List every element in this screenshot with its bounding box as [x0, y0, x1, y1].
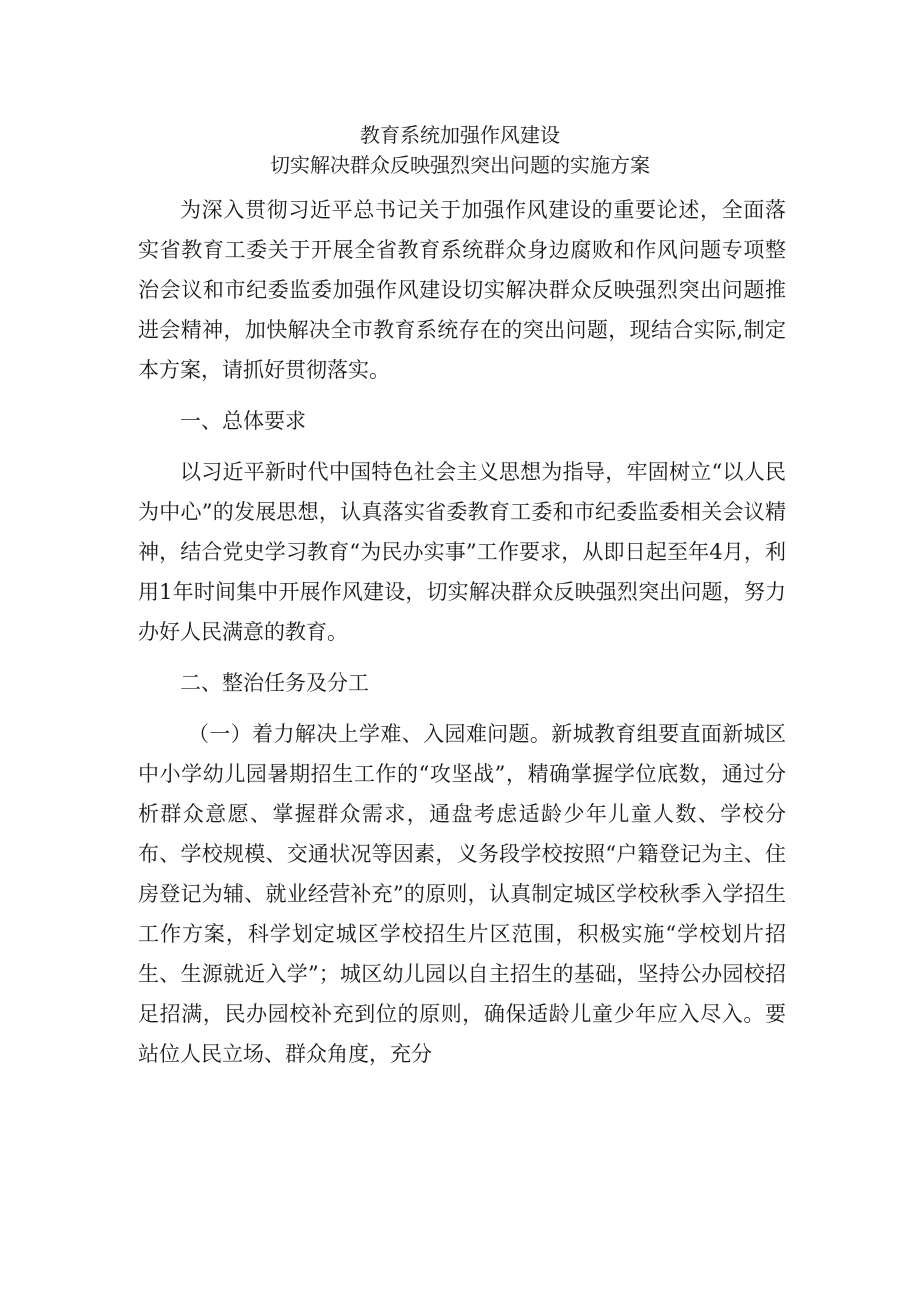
document-body	[138, 190, 786, 1074]
section-1-paragraph: 以习近平新时代中国特色社会主义思想为指导，牢固树立“以人民为中心”的发展思想，认真落实省委教育工委和市纪委监委相关会议精神，结合党史学习教育“为民办实事”工作要求，从即日起至年4月，利用1年时间集中开展作风建设，切实解决群众反映强烈突出问题，努力办好人民满意的教育。	[138, 460, 786, 644]
title-line-2: 切实解决群众反映强烈突出问题的实施方案	[270, 153, 650, 177]
intro-paragraph: 为深入贯彻习近平总书记关于加强作风建设的重要论述，全面落实省教育工委关于开展全省教育系统群众身边腐败和作风问题专项整治会议和市纪委监委加强作风建设切实解决群众反映强烈突出问题推进会精神，加快解决全市教育系统存在的突出问题，现结合实际,制定本方案，请抓好贯彻落实。	[138, 198, 786, 382]
document-title	[0, 120, 920, 180]
section-2-item-1-paragraph: （一）着力解决上学难、入园难问题。新城教育组要直面新城区中小学幼儿园暑期招生工作的“攻坚战”，精确掌握学位底数，通过分析群众意愿、掌握群众需求，通盘考虑适龄少年儿童人数、学校分布、学校规模、交通状况等因素，义务段学校按照“户籍登记为主、住房登记为辅、就业经营补充”的原则，认真制定城区学校秋季入学招生工作方案，科学划定城区学校招生片区范围，积极实施“学校划片招生、生源就近入学”；城区幼儿园以自主招生的基础，坚持公办园校招足招满，民办园校补充到位的原则，确保适龄儿童少年应入尽入。要站位人民立场、群众角度，充分	[138, 722, 786, 1066]
section-heading-2: 二、整治任务及分工	[180, 671, 369, 695]
title-line-1: 教育系统加强作风建设	[360, 123, 560, 147]
section-heading-1: 一、总体要求	[180, 409, 306, 433]
